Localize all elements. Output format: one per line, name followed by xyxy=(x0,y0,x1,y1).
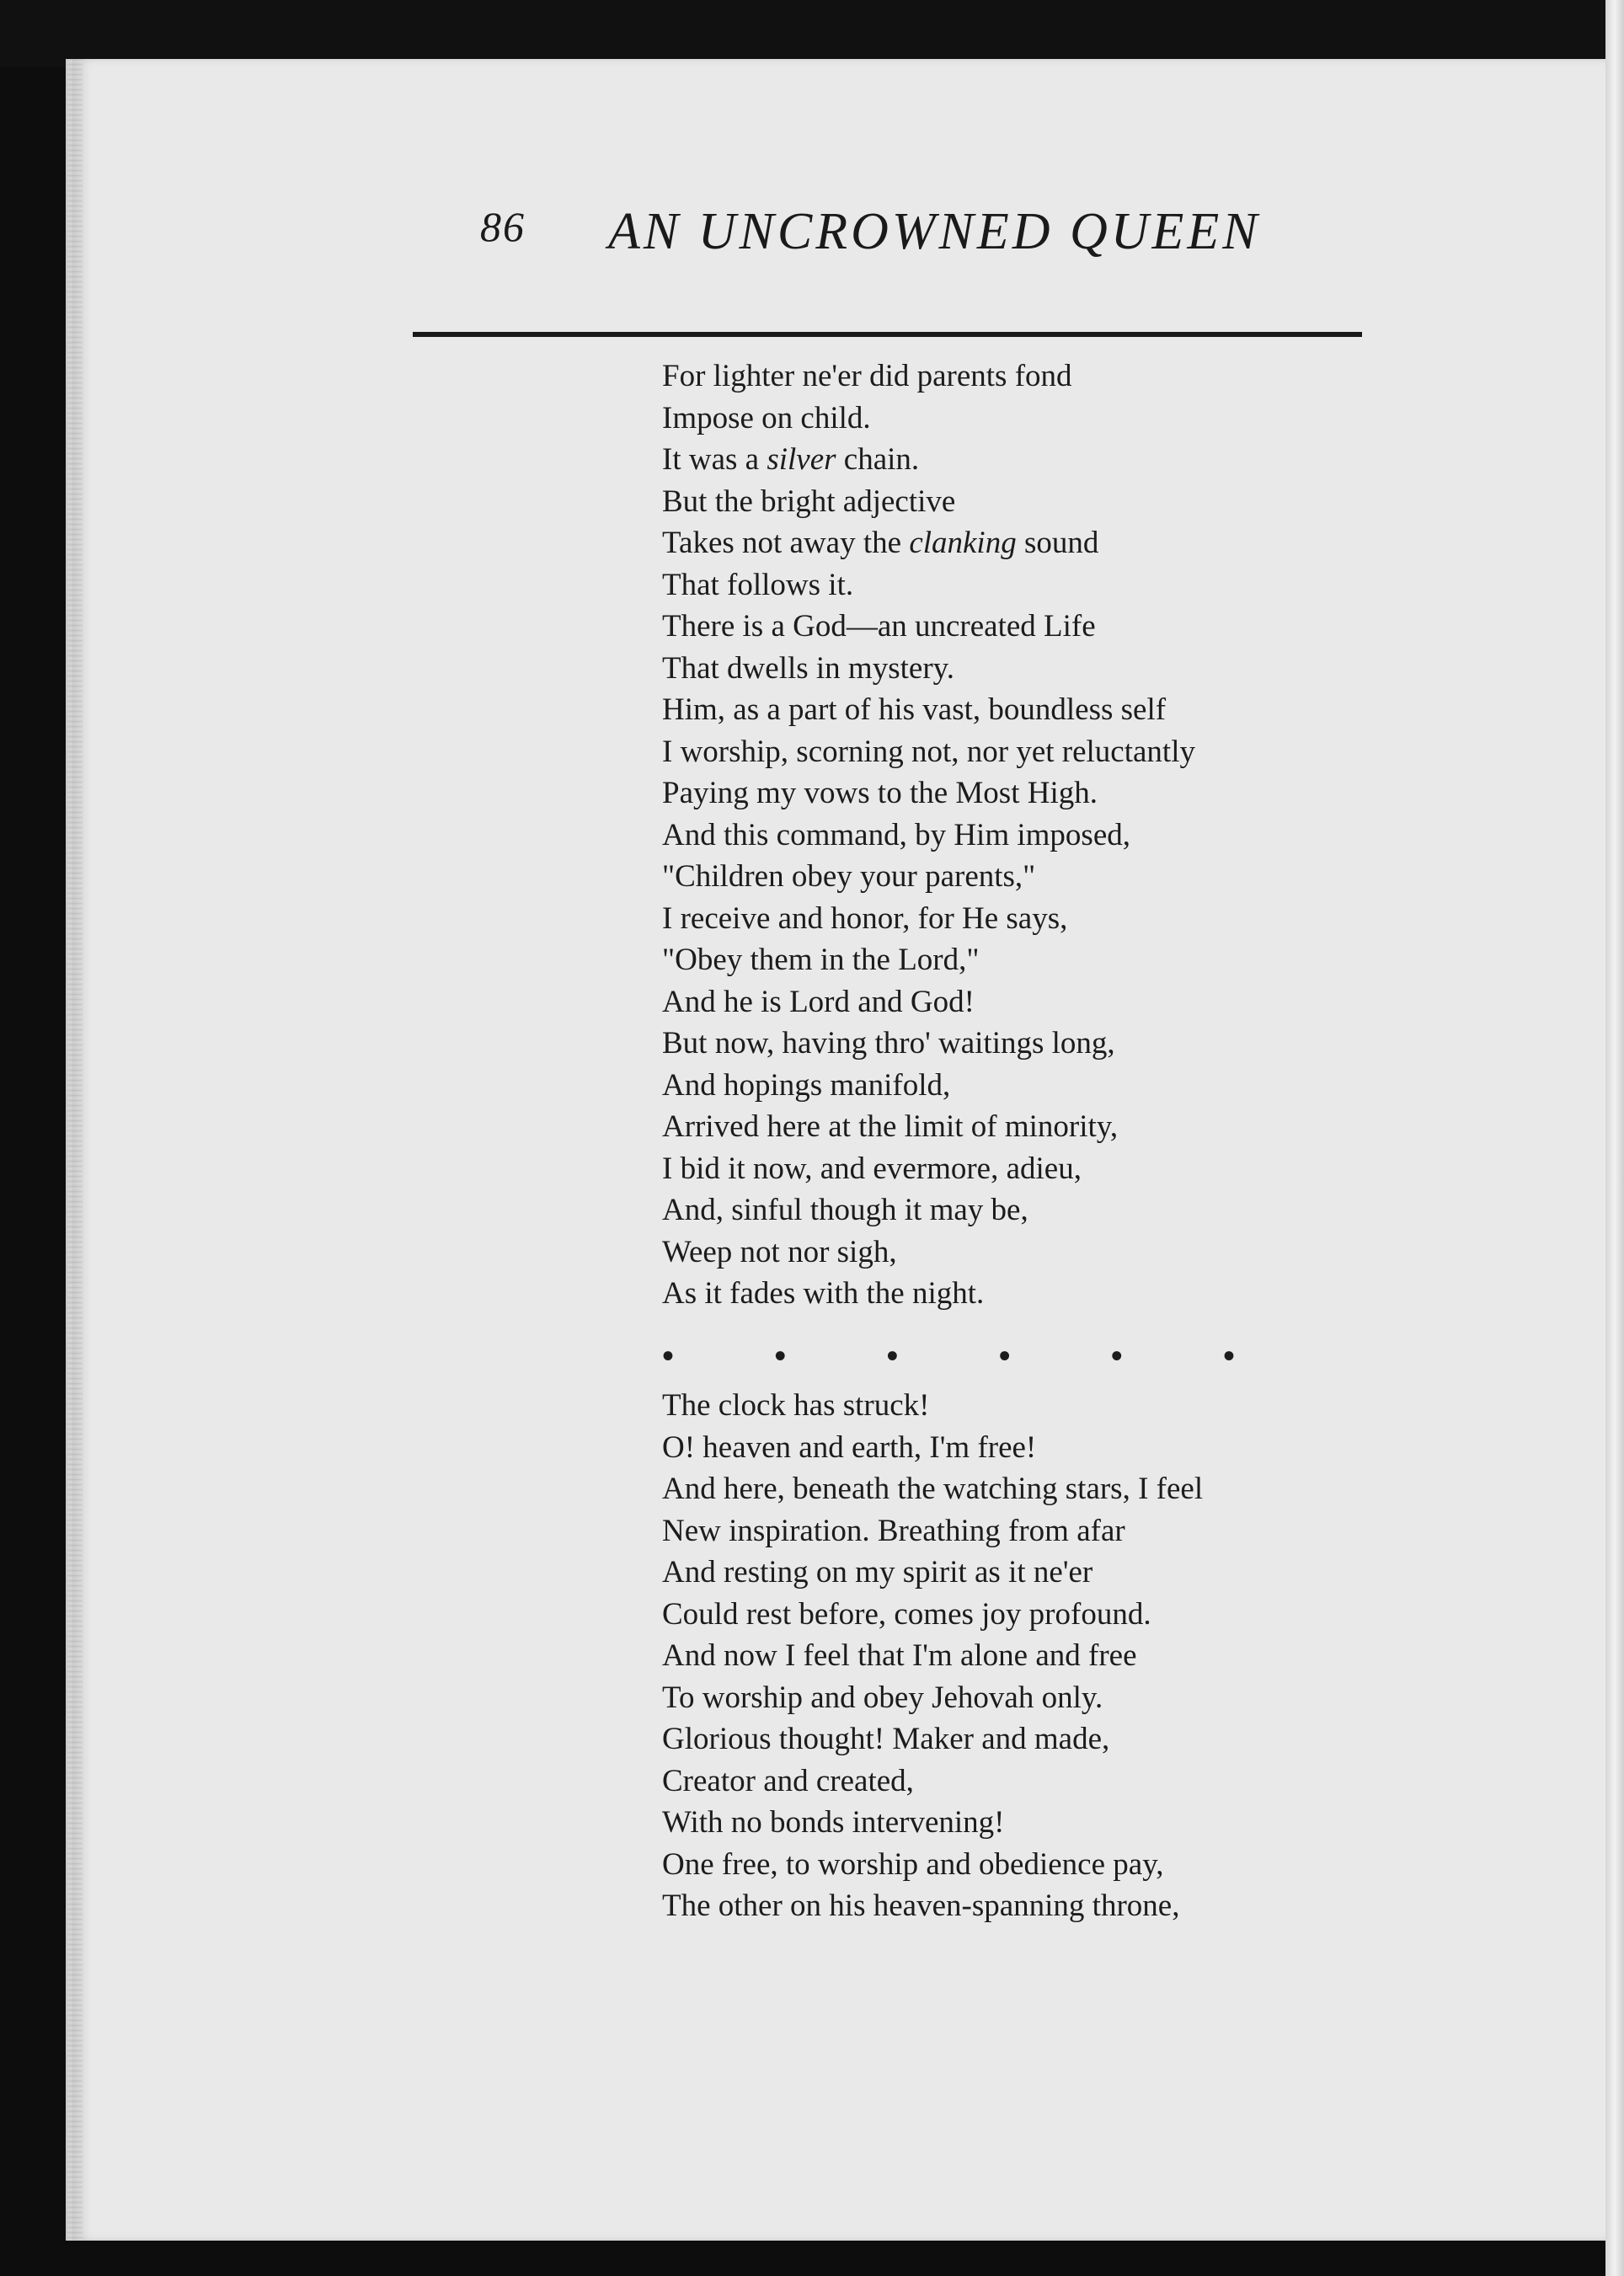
separator-dot: • xyxy=(774,1337,787,1375)
line-text: I worship, scorning not, nor yet reluctantly xyxy=(662,734,1195,769)
poem-line xyxy=(662,772,1420,815)
line-text: But the bright adjective xyxy=(662,484,956,519)
poem-line xyxy=(662,1594,1420,1636)
poem-line xyxy=(662,522,1420,564)
separator-dot: • xyxy=(662,1337,675,1375)
poem-line xyxy=(662,815,1420,857)
poem-line xyxy=(662,1468,1420,1510)
poem-line xyxy=(662,731,1420,773)
line-text: And resting on my spirit as it ne'er xyxy=(662,1555,1093,1589)
line-text: For lighter ne'er did parents fond xyxy=(662,359,1072,393)
poem-line xyxy=(662,689,1420,731)
line-text: There is a God—an uncreated Life xyxy=(662,609,1096,644)
poem-line xyxy=(662,606,1420,648)
poem-line xyxy=(662,564,1420,606)
page-number: 86 xyxy=(480,203,526,250)
line-text: Creator and created, xyxy=(662,1763,914,1798)
line-text: Could rest before, comes joy profound. xyxy=(662,1596,1151,1632)
poem-stanza-2 xyxy=(662,1385,1420,1927)
poem-line xyxy=(662,1273,1420,1315)
line-text: Paying my vows to the Most High. xyxy=(662,776,1098,810)
section-separator xyxy=(662,1336,1235,1376)
poem-line xyxy=(662,1552,1420,1594)
emphasized-word: silver xyxy=(767,442,836,477)
line-text-before: Takes not away the xyxy=(662,526,910,560)
poem-line xyxy=(662,1635,1420,1677)
poem-line xyxy=(662,481,1420,523)
line-text: And this command, by Him imposed, xyxy=(662,817,1130,852)
poem-line xyxy=(662,439,1420,481)
separator-dot: • xyxy=(1222,1337,1235,1375)
poem-line xyxy=(662,1677,1420,1719)
line-text: To worship and obey Jehovah only. xyxy=(662,1680,1103,1715)
header-rule xyxy=(413,332,1362,337)
poem-stanza-1 xyxy=(662,355,1420,1315)
poem-line xyxy=(662,1023,1420,1065)
separator-dot: • xyxy=(886,1337,899,1375)
line-text: I receive and honor, for He says, xyxy=(662,900,1068,936)
page-edge xyxy=(1605,0,1624,2276)
line-text-after: sound xyxy=(1016,526,1099,560)
separator-dot: • xyxy=(998,1337,1011,1375)
poem-line xyxy=(662,1844,1420,1886)
line-text: New inspiration. Breathing from afar xyxy=(662,1513,1125,1548)
line-text: One free, to worship and obedience pay, xyxy=(662,1846,1164,1882)
line-text: The other on his heaven-spanning throne, xyxy=(662,1889,1180,1923)
line-text: Glorious thought! Maker and made, xyxy=(662,1722,1110,1756)
line-text: That dwells in mystery. xyxy=(662,650,954,686)
poem-line xyxy=(662,1802,1420,1844)
line-text: The clock has struck! xyxy=(662,1388,930,1423)
poem-line xyxy=(662,1427,1420,1469)
line-text-before: It was a xyxy=(662,442,767,477)
line-text: Weep not nor sigh, xyxy=(662,1234,897,1269)
poem-line xyxy=(662,1885,1420,1927)
poem-line xyxy=(662,939,1420,981)
scan-background xyxy=(0,0,1624,67)
poem-line xyxy=(662,1231,1420,1274)
poem-line xyxy=(662,1718,1420,1760)
line-text: And hopings manifold, xyxy=(662,1067,951,1103)
poem-line xyxy=(662,398,1420,440)
line-text: That follows it. xyxy=(662,567,854,602)
poem-line xyxy=(662,1760,1420,1803)
line-text: Arrived here at the limit of minority, xyxy=(662,1109,1119,1144)
poem-line xyxy=(662,856,1420,898)
line-text: I bid it now, and evermore, adieu, xyxy=(662,1151,1082,1186)
running-title: AN UNCROWNED QUEEN xyxy=(608,203,1261,260)
line-text: And he is Lord and God! xyxy=(662,984,975,1019)
line-text: O! heaven and earth, I'm free! xyxy=(662,1429,1037,1465)
poem-line xyxy=(662,1510,1420,1552)
poem-line xyxy=(662,1385,1420,1427)
line-text: "Children obey your parents," xyxy=(662,859,1036,894)
line-text: With no bonds intervening! xyxy=(662,1805,1005,1840)
poem-line xyxy=(662,981,1420,1023)
poem-line xyxy=(662,1106,1420,1148)
separator-dot: • xyxy=(1110,1337,1123,1375)
line-text: But now, having thro' waitings long, xyxy=(662,1026,1115,1061)
line-text: Him, as a part of his vast, boundless self xyxy=(662,692,1167,727)
line-text: As it fades with the night. xyxy=(662,1276,985,1311)
poem-line xyxy=(662,355,1420,398)
line-text: And, sinful though it may be, xyxy=(662,1193,1028,1227)
line-text-after: chain. xyxy=(836,442,920,477)
poem-line xyxy=(662,898,1420,940)
poem-line xyxy=(662,1065,1420,1107)
poem-line xyxy=(662,1189,1420,1231)
line-text: And here, beneath the watching stars, I feel xyxy=(662,1472,1204,1506)
poem-line xyxy=(662,1148,1420,1190)
line-text: "Obey them in the Lord," xyxy=(662,943,980,977)
emphasized-word: clanking xyxy=(909,526,1017,560)
page-header xyxy=(413,202,1360,270)
poem-line xyxy=(662,648,1420,690)
line-text: And now I feel that I'm alone and free xyxy=(662,1638,1137,1673)
line-text: Impose on child. xyxy=(662,400,871,435)
